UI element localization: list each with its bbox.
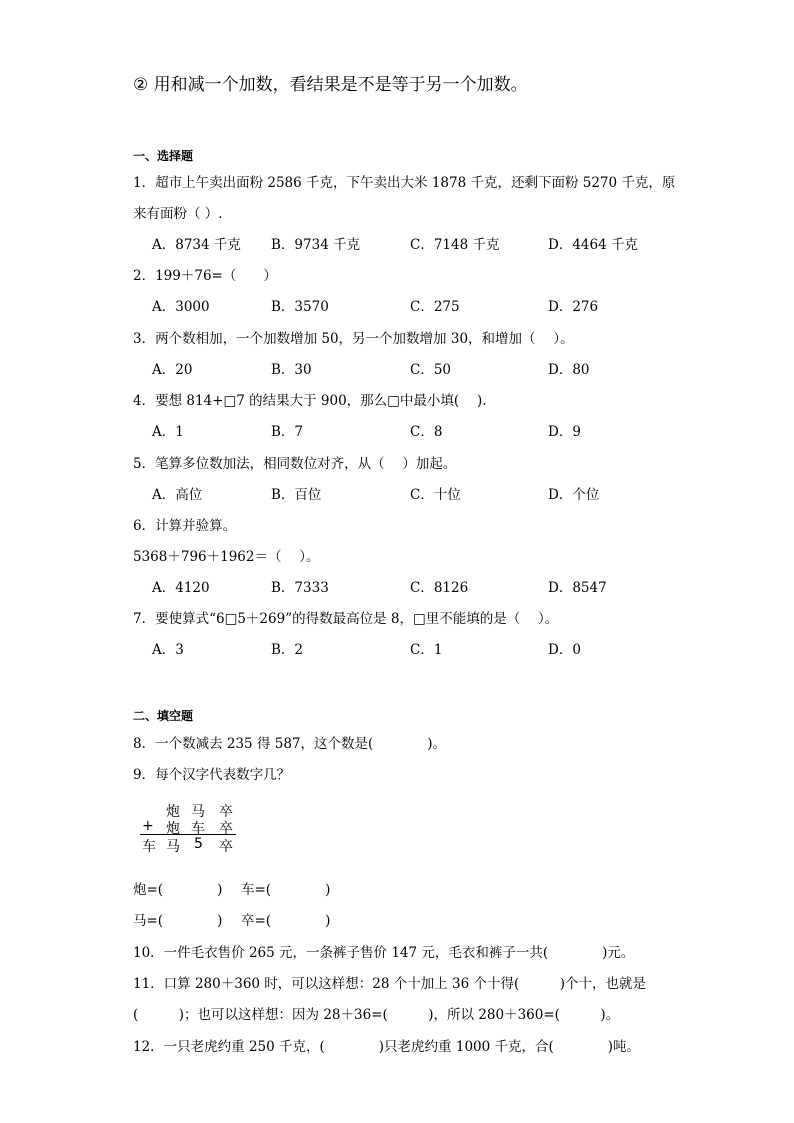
answer-che[interactable]: 车=( ) — [241, 882, 331, 898]
q4-option-a[interactable]: A．1 — [152, 424, 184, 440]
q3-option-a[interactable]: A．20 — [152, 362, 193, 378]
q2-option-b[interactable]: B．3570 — [271, 299, 329, 315]
puzzle-row1-ones: 卒 — [219, 804, 233, 820]
q7-option-d[interactable]: D．0 — [548, 642, 581, 658]
q6-option-c[interactable]: C．8126 — [410, 580, 469, 596]
puzzle-row3-hundreds: 马 — [166, 839, 180, 855]
question-6: 6．计算并验算。 — [133, 518, 237, 534]
q3-option-c[interactable]: C．50 — [410, 362, 452, 378]
question-6-expr: 5368＋796＋1962＝（ ）。 — [133, 549, 320, 565]
q4-option-b[interactable]: B．7 — [271, 424, 304, 440]
question-3: 3．两个数相加，一个加数增加 50，另一个加数增加 30，和增加（ ）。 — [133, 331, 574, 347]
q5-option-a[interactable]: A．高位 — [152, 487, 203, 503]
answer-ma[interactable]: 马=( ) — [133, 913, 223, 929]
answer-zu[interactable]: 卒=( ) — [241, 913, 331, 929]
q6-option-a[interactable]: A．4120 — [152, 580, 210, 596]
q6-option-b[interactable]: B．7333 — [271, 580, 329, 596]
q7-option-a[interactable]: A．3 — [152, 642, 184, 658]
puzzle-sum-line — [140, 834, 236, 835]
question-7: 7．要使算式“6□5＋269”的得数最高位是 8，□里不能填的是（ ）。 — [133, 611, 559, 627]
q3-option-b[interactable]: B．30 — [271, 362, 312, 378]
q4-option-d[interactable]: D．9 — [548, 424, 581, 440]
puzzle-plus-sign: + — [142, 818, 154, 834]
q1-option-b[interactable]: B．9734 千克 — [271, 237, 361, 253]
intro-text: ② 用和减一个加数，看结果是不是等于另一个加数。 — [133, 75, 528, 95]
q7-option-c[interactable]: C．1 — [410, 642, 443, 658]
question-5: 5．笔算多位数加法，相同数位对齐，从（ ）加起。 — [133, 456, 457, 472]
question-2: 2．199＋76=（ ） — [133, 268, 277, 284]
q1-option-d[interactable]: D．4464 千克 — [548, 237, 638, 253]
question-11: 11．口算 280＋360 时，可以这样想：28 个十加上 36 个十得( )个十，也就是 — [133, 976, 647, 992]
question-1-cont: 来有面粉（ ）. — [133, 206, 223, 222]
question-1: 1．超市上午卖出面粉 2586 千克，下午卖出大米 1878 千克，还剩下面粉 5270 千克，原 — [133, 175, 676, 191]
section-fill-title: 二、填空题 — [133, 709, 194, 723]
puzzle-row3-ones: 卒 — [219, 839, 233, 855]
question-11-cont: ( )；也可以这样想：因为 28＋36=( )，所以 280＋360=( )。 — [133, 1007, 620, 1023]
question-10: 10．一件毛衣售价 265 元，一条裤子售价 147 元，毛衣和裤子一共( )元。 — [133, 945, 635, 961]
q5-option-b[interactable]: B．百位 — [271, 487, 322, 503]
question-8: 8．一个数减去 235 得 587，这个数是( )。 — [133, 736, 447, 752]
puzzle-row3-thousands: 车 — [142, 839, 156, 855]
q5-option-d[interactable]: D．个位 — [548, 487, 600, 503]
q2-option-a[interactable]: A．3000 — [152, 299, 210, 315]
puzzle-row1-hundreds: 炮 — [166, 804, 180, 820]
q7-option-b[interactable]: B．2 — [271, 642, 304, 658]
puzzle-row2-tens: 车 — [191, 821, 205, 837]
q1-option-a[interactable]: A．8734 千克 — [152, 237, 241, 253]
puzzle-row2-hundreds: 炮 — [166, 821, 180, 837]
answer-pao[interactable]: 炮=( ) — [133, 882, 223, 898]
section-choice-title: 一、选择题 — [133, 149, 194, 163]
q6-option-d[interactable]: D．8547 — [548, 580, 607, 596]
q5-option-c[interactable]: C．十位 — [410, 487, 461, 503]
puzzle-row1-tens: 马 — [191, 804, 205, 820]
puzzle-row2-ones: 卒 — [219, 821, 233, 837]
question-12: 12．一只老虎约重 250 千克，( )只老虎约重 1000 千克，合( )吨。 — [133, 1039, 641, 1055]
q4-option-c[interactable]: C．8 — [410, 424, 443, 440]
q2-option-c[interactable]: C．275 — [410, 299, 460, 315]
question-9: 9．每个汉字代表数字几？ — [133, 767, 291, 783]
q1-option-c[interactable]: C．7148 千克 — [410, 237, 500, 253]
q2-option-d[interactable]: D．276 — [548, 299, 599, 315]
question-4: 4．要想 814+□7 的结果大于 900，那么□中最小填( ). — [133, 393, 487, 409]
q3-option-d[interactable]: D．80 — [548, 362, 590, 378]
puzzle-row3-tens: 5 — [194, 836, 203, 852]
